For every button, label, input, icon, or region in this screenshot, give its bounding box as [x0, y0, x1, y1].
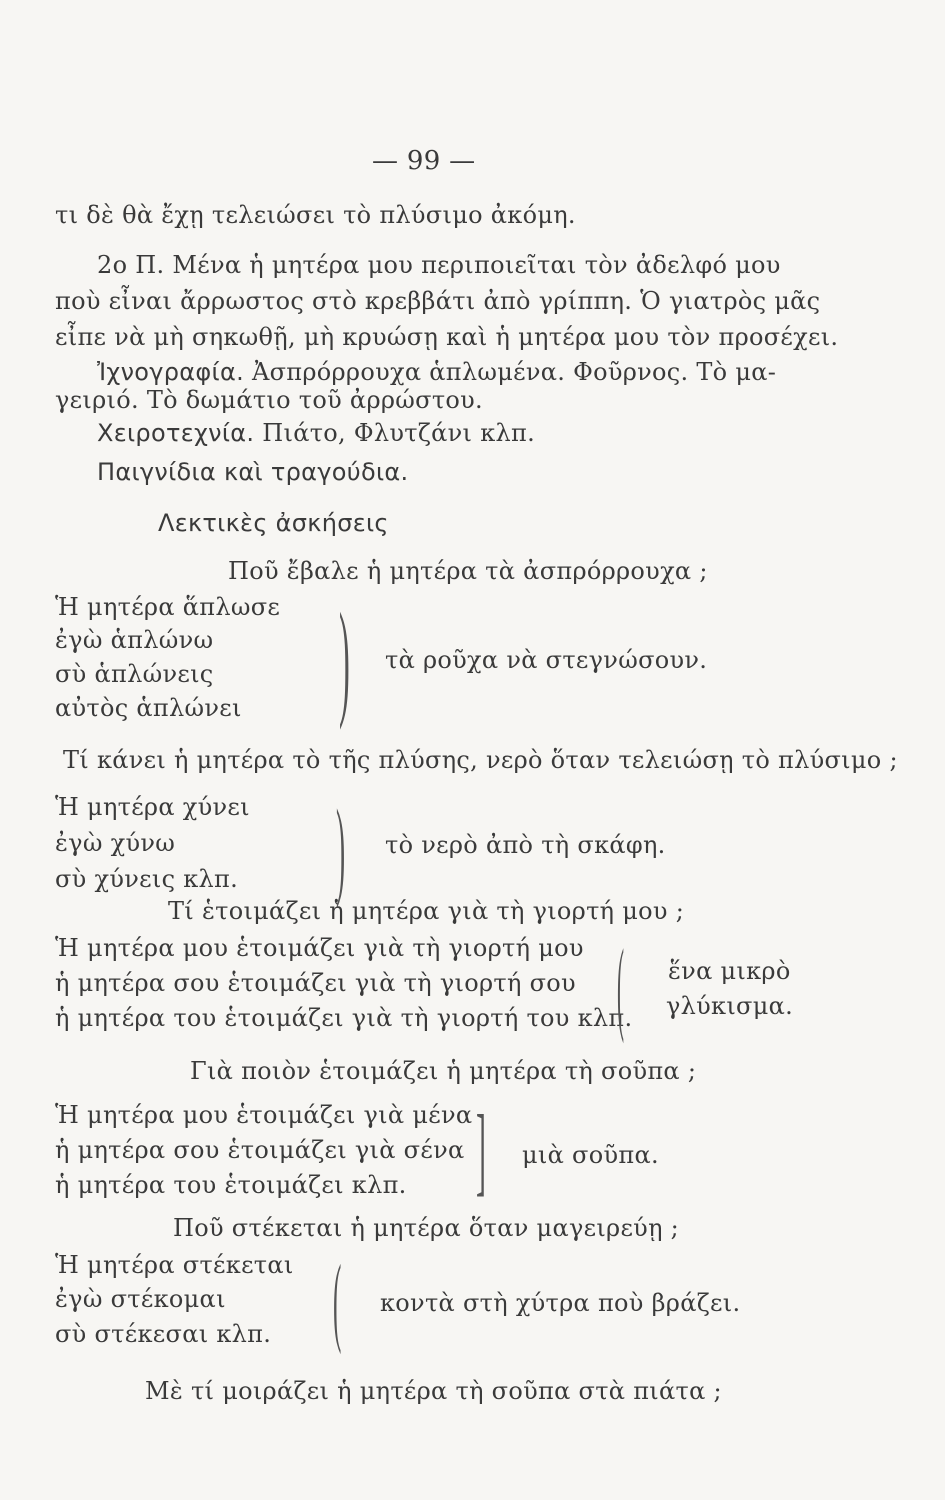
ex1-line-4: αὐτὸς ἁπλώνει — [55, 694, 242, 722]
ex3-result-1: ἕνα μικρὸ — [668, 957, 791, 985]
xeirotexnia-text: Πιάτο, Φλυτζάνι κλπ. — [262, 419, 536, 447]
intro-line-3: ποὺ εἶναι ἄρρωστος στὸ κρεββάτι ἀπὸ γρίππη. Ὁ γιατρὸς μᾶς — [55, 287, 821, 315]
ex1-brace: ) — [339, 587, 350, 731]
lektikes-heading: Λεκτικὲς ἀσκήσεις — [158, 509, 389, 537]
ichnografia-line — [97, 357, 776, 387]
ex4-line-2: ἡ μητέρα σου ἑτοιμάζει γιὰ σένα — [55, 1136, 465, 1164]
ex4-line-1: Ἡ μητέρα μου ἑτοιμάζει γιὰ μένα — [55, 1101, 473, 1129]
ichnografia-label: Ἰχνογραφία. — [97, 358, 245, 386]
intro-line-2: 2ο Π. Μένα ἡ μητέρα μου περιποιεῖται τὸν ἀδελφό μου — [97, 251, 781, 279]
ex2-line-3: σὺ χύνεις κλπ. — [55, 865, 239, 893]
ex5-line-1: Ἡ μητέρα στέκεται — [55, 1251, 294, 1279]
ex3-result-2: γλύκισμα. — [666, 992, 794, 1020]
xeirotexnia-label: Χειροτεχνία. — [97, 419, 255, 447]
ex1-line-2: ἐγὼ ἁπλώνω — [55, 626, 214, 654]
ex3-line-1: Ἡ μητέρα μου ἑτοιμάζει γιὰ τὴ γιορτή μου — [55, 934, 584, 962]
ex4-line-3: ἡ μητέρα του ἑτοιμάζει κλπ. — [55, 1171, 407, 1199]
ex4-question: Γιὰ ποιὸν ἑτοιμάζει ἡ μητέρα τὴ σοῦπα ; — [190, 1057, 697, 1085]
ex4-brace: ] — [476, 1094, 486, 1205]
ex2-question: Τί κάνει ἡ μητέρα τὸ τῆς πλύσης, νερὸ ὅταν τελειώσῃ τὸ πλύσιμο ; — [63, 746, 898, 774]
paignidia-heading: Παιγνίδια καὶ τραγούδια. — [97, 458, 409, 486]
ex5-result: κοντὰ στὴ χύτρα ποὺ βράζει. — [380, 1289, 741, 1317]
ex5-question: Ποῦ στέκεται ἡ μητέρα ὅταν μαγειρεύῃ ; — [173, 1214, 680, 1242]
ex5-line-3: σὺ στέκεσαι κλπ. — [55, 1320, 272, 1348]
ex2-result: τὸ νερὸ ἀπὸ τὴ σκάφη. — [385, 831, 666, 859]
xeirotexnia-line — [97, 418, 535, 448]
ex2-brace: ) — [336, 787, 346, 909]
page-number: — 99 — — [372, 146, 476, 176]
ex3-line-2: ἡ μητέρα σου ἑτοιμάζει γιὰ τὴ γιορτή σου — [55, 969, 576, 997]
ex5-brace: ( — [333, 1244, 342, 1355]
ichnografia-text: Ἀσπρόρρουχα ἁπλωμένα. Φοῦρνος. Τὸ μα- — [251, 358, 777, 386]
ex3-question: Τί ἑτοιμάζει ἡ μητέρα γιὰ τὴ γιορτή μου ; — [168, 897, 685, 925]
intro-line-1: τι δὲ θὰ ἔχῃ τελειώσει τὸ πλύσιμο ἀκόμη. — [55, 201, 576, 229]
ex4-result: μιὰ σοῦπα. — [522, 1141, 659, 1169]
ex6-question: Μὲ τί μοιράζει ἡ μητέρα τὴ σοῦπα στὰ πιάτα ; — [145, 1377, 722, 1405]
ex1-result: τὰ ροῦχα νὰ στεγνώσουν. — [385, 646, 708, 674]
ichnografia-cont: γειριό. Τὸ δωμάτιο τοῦ ἀρρώστου. — [55, 386, 483, 414]
ex1-line-1: Ἡ μητέρα ἅπλωσε — [55, 593, 281, 621]
ex2-line-2: ἐγὼ χύνω — [55, 829, 176, 857]
ex5-line-2: ἐγὼ στέκομαι — [55, 1285, 226, 1313]
ex1-question: Ποῦ ἔβαλε ἡ μητέρα τὰ ἀσπρόρρουχα ; — [228, 557, 708, 585]
ex2-line-1: Ἡ μητέρα χύνει — [55, 793, 250, 821]
ex3-brace: ( — [617, 927, 624, 1044]
ex3-line-3: ἡ μητέρα του ἑτοιμάζει γιὰ τὴ γιορτή του κλπ. — [55, 1004, 633, 1032]
intro-line-4: εἶπε νὰ μὴ σηκωθῇ, μὴ κρυώσῃ καὶ ἡ μητέρα μου τὸν προσέχει. — [55, 323, 839, 351]
ex1-line-3: σὺ ἁπλώνεις — [55, 660, 214, 688]
